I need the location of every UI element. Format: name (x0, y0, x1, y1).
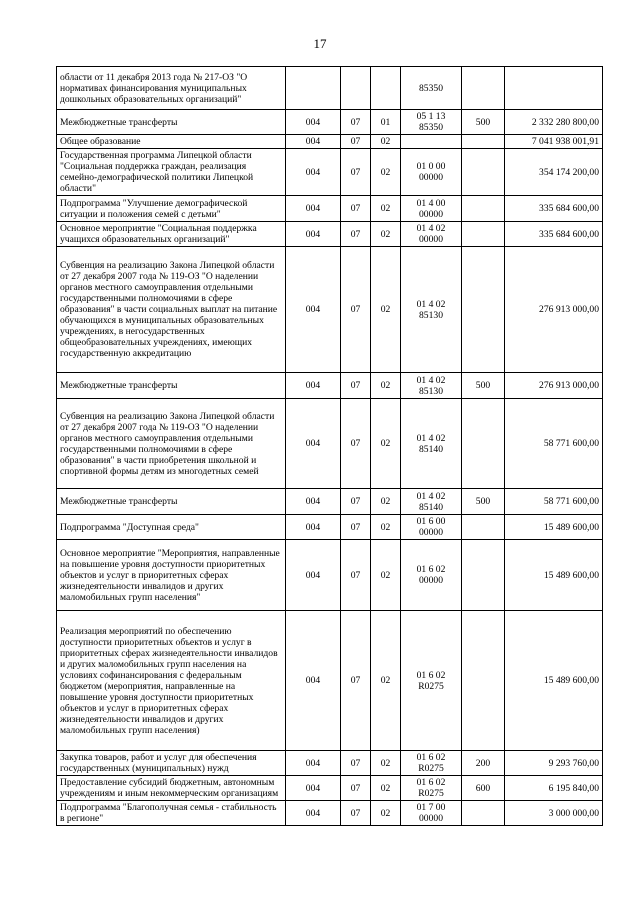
table-row (57, 373, 603, 399)
row-subsection: 02 (371, 801, 401, 826)
row-name: Подпрограмма "Благополучная семья - стабильность в регионе" (57, 801, 286, 826)
row-expense-type: 500 (462, 373, 505, 399)
row-expense-type (462, 801, 505, 826)
row-target-code: 01 4 00 00000 (401, 196, 462, 222)
row-subsection: 02 (371, 373, 401, 399)
table-row (57, 801, 603, 826)
table-row (57, 135, 603, 149)
row-expense-type: 500 (462, 489, 505, 515)
row-subsection: 01 (371, 110, 401, 135)
row-subsection: 02 (371, 247, 401, 373)
row-section: 07 (341, 540, 371, 611)
row-section: 07 (341, 489, 371, 515)
row-admin-code: 004 (286, 399, 341, 489)
row-subsection: 02 (371, 135, 401, 149)
row-subsection: 02 (371, 222, 401, 247)
row-admin-code: 004 (286, 222, 341, 247)
row-admin-code: 004 (286, 110, 341, 135)
row-name: Межбюджетные трансферты (57, 489, 286, 515)
row-section: 07 (341, 776, 371, 801)
table-row (57, 776, 603, 801)
row-section: 07 (341, 801, 371, 826)
row-name: Субвенция на реализацию Закона Липецкой области от 27 декабря 2007 года № 119-ОЗ "О наделении органов местного самоуправления отдельными государственными полномочиями в сфере образования" в части приобретения школьной и спортивной формы детям из многодетных семей (57, 399, 286, 489)
row-target-code: 01 4 02 00000 (401, 222, 462, 247)
table-row (57, 540, 603, 611)
row-section (341, 67, 371, 110)
row-expense-type: 600 (462, 776, 505, 801)
row-expense-type (462, 540, 505, 611)
row-expense-type: 200 (462, 751, 505, 776)
row-name: Подпрограмма "Доступная среда" (57, 515, 286, 540)
row-target-code: 01 7 00 00000 (401, 801, 462, 826)
row-admin-code: 004 (286, 149, 341, 196)
row-amount: 15 489 600,00 (505, 540, 603, 611)
row-amount: 15 489 600,00 (505, 515, 603, 540)
row-expense-type (462, 611, 505, 751)
row-amount: 335 684 600,00 (505, 196, 603, 222)
row-admin-code: 004 (286, 611, 341, 751)
row-admin-code: 004 (286, 515, 341, 540)
row-subsection: 02 (371, 776, 401, 801)
budget-table (56, 66, 603, 826)
row-target-code: 01 6 00 00000 (401, 515, 462, 540)
row-section: 07 (341, 196, 371, 222)
row-section: 07 (341, 247, 371, 373)
row-expense-type (462, 515, 505, 540)
table-row (57, 399, 603, 489)
row-amount: 15 489 600,00 (505, 611, 603, 751)
row-target-code: 01 4 02 85130 (401, 247, 462, 373)
row-subsection: 02 (371, 611, 401, 751)
row-amount: 276 913 000,00 (505, 373, 603, 399)
row-expense-type (462, 247, 505, 373)
row-section: 07 (341, 149, 371, 196)
page-number: 17 (313, 36, 327, 51)
row-subsection: 02 (371, 149, 401, 196)
row-target-code: 01 6 02 00000 (401, 540, 462, 611)
row-name: Предоставление субсидий бюджетным, автономным учреждениям и иным некоммерческим организациям (57, 776, 286, 801)
row-admin-code (286, 67, 341, 110)
table-row (57, 515, 603, 540)
row-admin-code: 004 (286, 540, 341, 611)
row-expense-type (462, 196, 505, 222)
row-name: Подпрограмма "Улучшение демографической ситуации и положения семей с детьми" (57, 196, 286, 222)
table-row (57, 110, 603, 135)
row-subsection: 02 (371, 489, 401, 515)
table-row (57, 196, 603, 222)
row-amount (505, 67, 603, 110)
row-subsection: 02 (371, 399, 401, 489)
row-target-code: 01 4 02 85140 (401, 399, 462, 489)
row-name: области от 11 декабря 2013 года № 217-ОЗ "О нормативах финансирования муниципальных дошкольных образовательных организаций" (57, 67, 286, 110)
row-amount: 3 000 000,00 (505, 801, 603, 826)
row-name: Государственная программа Липецкой области "Социальная поддержка граждан, реализация семейно-демографической политики Липецкой области" (57, 149, 286, 196)
row-admin-code: 004 (286, 196, 341, 222)
table-row (57, 222, 603, 247)
row-admin-code: 004 (286, 247, 341, 373)
row-section: 07 (341, 110, 371, 135)
row-admin-code: 004 (286, 489, 341, 515)
row-target-code: 05 1 13 85350 (401, 110, 462, 135)
table-body (57, 67, 603, 826)
row-admin-code: 004 (286, 751, 341, 776)
table-row (57, 489, 603, 515)
row-section: 07 (341, 399, 371, 489)
row-admin-code: 004 (286, 373, 341, 399)
row-expense-type (462, 67, 505, 110)
row-name: Межбюджетные трансферты (57, 373, 286, 399)
row-admin-code: 004 (286, 776, 341, 801)
table-row (57, 67, 603, 110)
row-subsection (371, 67, 401, 110)
row-expense-type (462, 222, 505, 247)
table-row (57, 751, 603, 776)
row-name: Основное мероприятие "Мероприятия, направленные на повышение уровня доступности приоритетных объектов и услуг в приоритетных сферах жизнедеятельности инвалидов и других маломобильных групп населения" (57, 540, 286, 611)
row-section: 07 (341, 135, 371, 149)
row-name: Закупка товаров, работ и услуг для обеспечения государственных (муниципальных) нужд (57, 751, 286, 776)
row-amount: 354 174 200,00 (505, 149, 603, 196)
row-target-code: 01 4 02 85130 (401, 373, 462, 399)
row-target-code: 01 4 02 85140 (401, 489, 462, 515)
row-section: 07 (341, 222, 371, 247)
row-amount: 276 913 000,00 (505, 247, 603, 373)
row-expense-type: 500 (462, 110, 505, 135)
row-amount: 335 684 600,00 (505, 222, 603, 247)
row-subsection: 02 (371, 515, 401, 540)
row-expense-type (462, 399, 505, 489)
row-amount: 7 041 938 001,91 (505, 135, 603, 149)
row-amount: 9 293 760,00 (505, 751, 603, 776)
row-name: Общее образование (57, 135, 286, 149)
row-subsection: 02 (371, 540, 401, 611)
row-expense-type (462, 135, 505, 149)
row-name: Межбюджетные трансферты (57, 110, 286, 135)
row-target-code: 01 6 02 R0275 (401, 751, 462, 776)
row-target-code: 01 6 02 R0275 (401, 776, 462, 801)
row-admin-code: 004 (286, 135, 341, 149)
row-target-code: 01 6 02 R0275 (401, 611, 462, 751)
row-amount: 58 771 600,00 (505, 399, 603, 489)
table-row (57, 247, 603, 373)
row-section: 07 (341, 751, 371, 776)
row-name: Реализация мероприятий по обеспечению доступности приоритетных объектов и услуг в приоритетных сферах жизнедеятельности инвалидов и других маломобильных групп населения на условиях софинансирования с федеральным бюджетом (мероприятия, направленные на повышение уровня доступности приоритетных объектов и услуг в приоритетных сферах жизнедеятельности инвалидов и других маломобильных групп населения) (57, 611, 286, 751)
row-amount: 58 771 600,00 (505, 489, 603, 515)
row-subsection: 02 (371, 751, 401, 776)
row-admin-code: 004 (286, 801, 341, 826)
row-section: 07 (341, 515, 371, 540)
row-amount: 6 195 840,00 (505, 776, 603, 801)
table-row (57, 611, 603, 751)
row-target-code (401, 135, 462, 149)
row-name: Субвенция на реализацию Закона Липецкой области от 27 декабря 2007 года № 119-ОЗ "О наделении органов местного самоуправления отдельными государственными полномочиями в сфере образования" в части социальных выплат на питание обучающихся в муниципальных образовательных учреждениях, в негосударственных общеобразовательных учреждениях, имеющих государственную аккредитацию (57, 247, 286, 373)
row-name: Основное мероприятие "Социальная поддержка учащихся образовательных организаций" (57, 222, 286, 247)
row-amount: 2 332 280 800,00 (505, 110, 603, 135)
row-target-code: 85350 (401, 67, 462, 110)
row-target-code: 01 0 00 00000 (401, 149, 462, 196)
row-section: 07 (341, 373, 371, 399)
row-section: 07 (341, 611, 371, 751)
row-expense-type (462, 149, 505, 196)
table-row (57, 149, 603, 196)
row-subsection: 02 (371, 196, 401, 222)
